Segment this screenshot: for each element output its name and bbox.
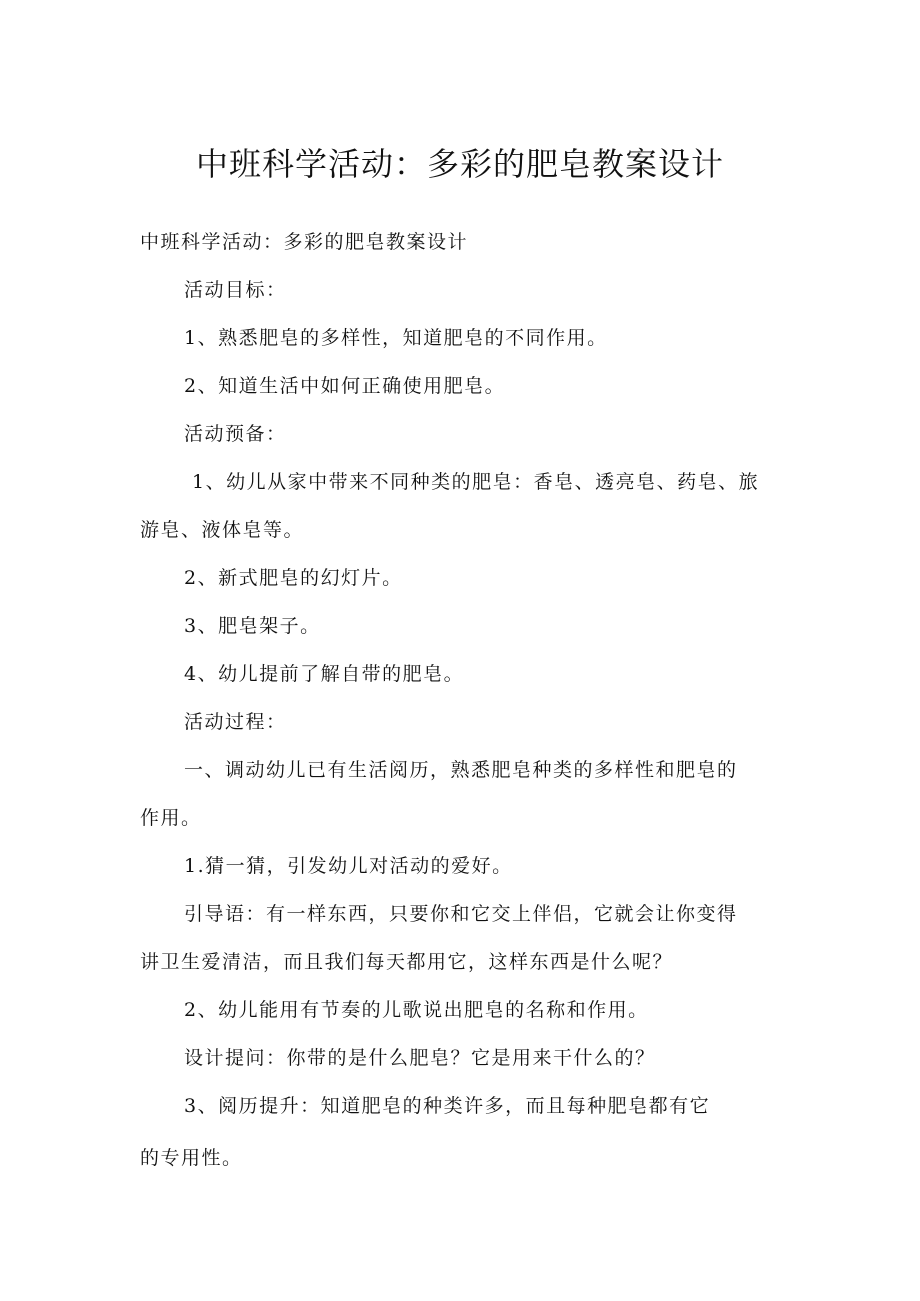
paragraph-line: 4、幼儿提前了解自带的肥皂。 — [184, 663, 465, 685]
design-question — [140, 1034, 790, 1082]
paragraph-line: 的专用性。 — [140, 1147, 243, 1169]
preparation-item-4 — [140, 650, 790, 698]
paragraph-line: 讲卫生爱清洁，而且我们每天都用它，这样东西是什么呢？ — [140, 951, 674, 973]
paragraph-line: 2、知道生活中如何正确使用肥皂。 — [184, 375, 506, 397]
preparation-item-3 — [140, 602, 790, 650]
subtitle-paragraph — [140, 218, 790, 266]
paragraph-line: 中班科学活动：多彩的肥皂教案设计 — [140, 231, 469, 253]
paragraph-line: 一、调动幼儿已有生活阅历，熟悉肥皂种类的多样性和肥皂的 — [184, 759, 738, 781]
process-substep-experience — [140, 1082, 790, 1182]
paragraph-line: 设计提问：你带的是什么肥皂？它是用来干什么的？ — [184, 1047, 656, 1069]
goal-item-2 — [140, 362, 790, 410]
paragraph-line: 1、熟悉肥皂的多样性，知道肥皂的不同作用。 — [184, 327, 608, 349]
paragraph-line: 2、幼儿能用有节奏的儿歌说出肥皂的名称和作用。 — [184, 999, 649, 1021]
process-step-1 — [140, 746, 790, 842]
section-heading-preparation — [140, 410, 790, 458]
paragraph-line: 引导语：有一样东西，只要你和它交上伴侣，它就会让你变得 — [184, 903, 738, 925]
paragraph-line: 2、新式肥皂的幻灯片。 — [184, 567, 403, 589]
paragraph-line: 活动目标： — [184, 279, 287, 301]
paragraph-line: 作用。 — [140, 807, 202, 829]
paragraph-line: 游皂、液体皂等。 — [140, 519, 305, 541]
section-heading-process — [140, 698, 790, 746]
paragraph-line: 活动过程： — [184, 711, 287, 733]
document-title: 中班科学活动：多彩的肥皂教案设计 — [195, 145, 724, 183]
paragraph-line: 3、肥皂架子。 — [184, 615, 321, 637]
paragraph-line: 1、幼儿从家中带来不同种类的肥皂：香皂、透亮皂、药皂、旅 — [192, 471, 760, 493]
process-substep-guess — [140, 842, 790, 890]
section-heading-goals — [140, 266, 790, 314]
process-substep-rhyme — [140, 986, 790, 1034]
goal-item-1 — [140, 314, 790, 362]
paragraph-line: 1.猜一猜，引发幼儿对活动的爱好。 — [184, 855, 513, 877]
guiding-speech — [140, 890, 790, 986]
paragraph-line: 活动预备： — [184, 423, 287, 445]
preparation-item-2 — [140, 554, 790, 602]
preparation-item-1 — [140, 458, 790, 554]
paragraph-line: 3、阅历提升：知道肥皂的种类许多，而且每种肥皂都有它 — [184, 1095, 711, 1117]
